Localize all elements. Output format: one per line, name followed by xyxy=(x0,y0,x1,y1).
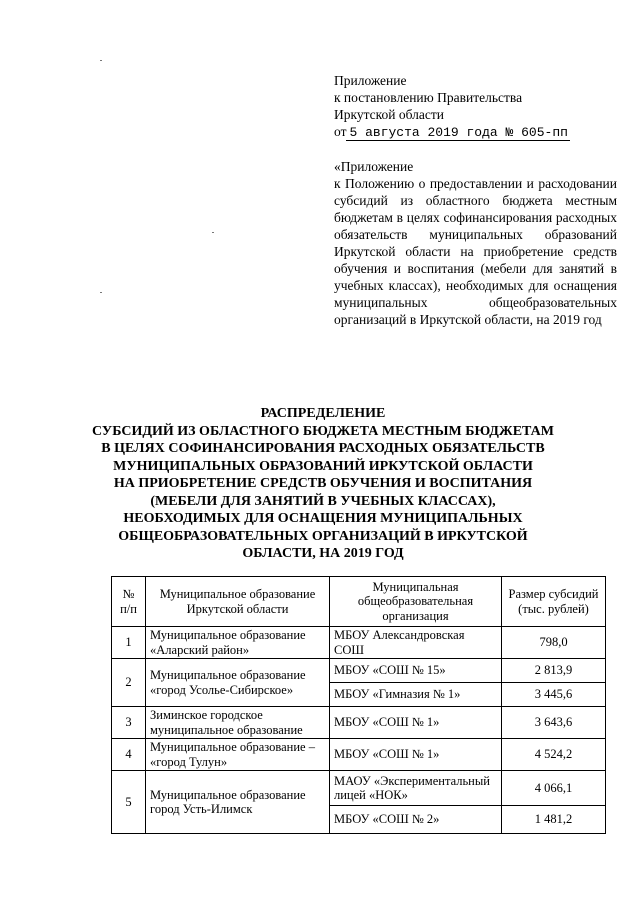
regulation-title: «Приложение xyxy=(334,159,414,174)
scan-speck xyxy=(100,60,102,61)
heading-line: НЕОБХОДИМЫХ ДЛЯ ОСНАЩЕНИЯ МУНИЦИПАЛЬНЫХ xyxy=(123,511,523,526)
row-municipality: Зиминское городское муниципальное образование xyxy=(146,707,330,739)
table-header-row xyxy=(112,577,606,627)
table-row xyxy=(112,771,606,806)
row-number: 3 xyxy=(112,707,146,739)
row-number: 5 xyxy=(112,771,146,834)
row-amount: 3 445,6 xyxy=(502,683,606,707)
row-organization: МБОУ «СОШ № 1» xyxy=(330,707,502,739)
table-row xyxy=(112,627,606,659)
scan-speck xyxy=(100,292,102,293)
header-organization: Муниципальная общеобразовательная организация xyxy=(330,577,502,627)
row-amount: 1 481,2 xyxy=(502,806,606,834)
heading-line: ОБЛАСТИ, НА 2019 ГОД xyxy=(242,546,404,561)
appendix-region: Иркутской области xyxy=(334,107,445,122)
row-amount: 798,0 xyxy=(502,627,606,659)
heading-line: СУБСИДИЙ ИЗ ОБЛАСТНОГО БЮДЖЕТА МЕСТНЫМ БЮДЖЕТАМ xyxy=(92,423,554,439)
document-heading xyxy=(88,405,558,563)
row-organization: МБОУ Александровская СОШ xyxy=(330,627,502,659)
row-amount: 2 813,9 xyxy=(502,659,606,683)
row-organization: МБОУ «СОШ № 15» xyxy=(330,659,502,683)
row-organization: МБОУ «СОШ № 2» xyxy=(330,806,502,834)
appendix-to-resolution: к постановлению Правительства xyxy=(334,90,523,105)
heading-line: РАСПРЕДЕЛЕНИЕ xyxy=(260,406,386,421)
header-amount: Размер субсидий (тыс. рублей) xyxy=(502,577,606,627)
row-municipality: Муниципальное образование «город Усолье-Сибирское» xyxy=(146,659,330,707)
header-municipality: Муниципальное образование Иркутской области xyxy=(146,577,330,627)
row-number: 2 xyxy=(112,659,146,707)
header-number: № п/п xyxy=(112,577,146,627)
row-amount: 4 066,1 xyxy=(502,771,606,806)
heading-line: ОБЩЕОБРАЗОВАТЕЛЬНЫХ ОРГАНИЗАЦИЙ В ИРКУТСКОЙ xyxy=(118,528,528,544)
row-organization: МБОУ «Гимназия № 1» xyxy=(330,683,502,707)
heading-line: МУНИЦИПАЛЬНЫХ ОБРАЗОВАНИЙ ИРКУТСКОЙ ОБЛАСТИ xyxy=(113,458,533,474)
heading-line: (МЕБЕЛИ ДЛЯ ЗАНЯТИЙ В УЧЕБНЫХ КЛАССАХ), xyxy=(150,493,496,509)
table-row xyxy=(112,707,606,739)
row-organization: МБОУ «СОШ № 1» xyxy=(330,739,502,771)
row-amount: 4 524,2 xyxy=(502,739,606,771)
appendix-date-value: 5 августа 2019 года № 605-пп xyxy=(346,125,569,141)
row-municipality: Муниципальное образование – «город Тулун» xyxy=(146,739,330,771)
scan-speck xyxy=(212,232,214,233)
table-row xyxy=(112,739,606,771)
row-number: 1 xyxy=(112,627,146,659)
regulation-reference xyxy=(334,158,617,328)
appendix-header xyxy=(334,72,570,141)
row-number: 4 xyxy=(112,739,146,771)
row-municipality: Муниципальное образование «Аларский район» xyxy=(146,627,330,659)
appendix-title: Приложение xyxy=(334,73,407,88)
row-organization: МАОУ «Экспериментальный лицей «НОК» xyxy=(330,771,502,806)
row-amount: 3 643,6 xyxy=(502,707,606,739)
appendix-date-line xyxy=(334,123,570,141)
row-municipality: Муниципальное образование город Усть-Илимск xyxy=(146,771,330,834)
appendix-date-prefix: от xyxy=(334,124,347,139)
distribution-table xyxy=(111,576,606,834)
heading-line: НА ПРИОБРЕТЕНИЕ СРЕДСТВ ОБУЧЕНИЯ И ВОСПИТАНИЯ xyxy=(113,476,533,491)
regulation-body: к Положению о предоставлении и расходовании субсидий из областного бюджета местным бюджетам в целях софинансирования расходных обязательств муниципальных образований Иркутской области на приобретение средств обучения и воспитания (мебели для занятий в учебных классах), необходимых для оснащения муниципальных общеобразовательных организаций в Иркутской области, на 2019 год xyxy=(334,176,617,327)
table-row xyxy=(112,659,606,683)
heading-line: В ЦЕЛЯХ СОФИНАНСИРОВАНИЯ РАСХОДНЫХ ОБЯЗАТЕЛЬСТВ xyxy=(101,441,545,456)
